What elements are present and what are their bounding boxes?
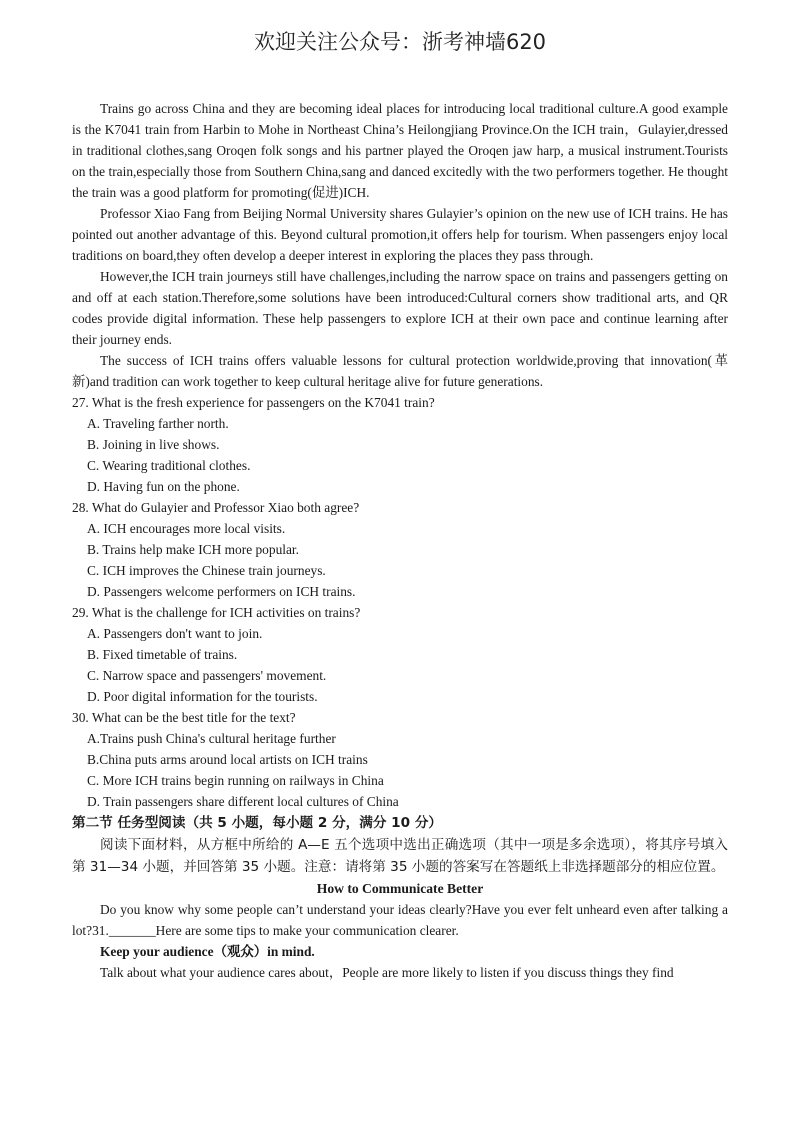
document-body (72, 98, 728, 983)
answer-option: D. Poor digital information for the tourists. (87, 689, 318, 704)
passage-paragraph: Trains go across China and they are becoming ideal places for introducing local traditional culture.A good example is the K7041 train from Harbin to Mohe in Northeast China’s Heilongjiang Province.On the ICH train，Gulayier,dressed in traditional clothes,sang Oroqen folk songs and his partner played the Oroqen jaw harp, a musical instrument.Tourists on the train,especially those from Southern China,sang and danced excitedly with the two performers together. He thought the train was a good platform for promoting(促进)ICH. (72, 101, 728, 200)
question-stem: 30. What can be the best title for the text? (72, 710, 296, 725)
article-body: Talk about what your audience cares about，People are more likely to listen if you discuss things they find (100, 965, 674, 980)
answer-option: A.Trains push China's cultural heritage further (87, 731, 336, 746)
page-header: 欢迎关注公众号：浙考神墙620 (253, 30, 547, 54)
passage-paragraph: The success of ICH trains offers valuable lessons for cultural protection worldwide,proving that innovation(革新)and tradition can work together to keep cultural heritage alive for future generations. (72, 353, 728, 389)
section-heading: 第二节 任务型阅读（共 5 小题，每小题 2 分，满分 10 分） (72, 815, 443, 831)
question-stem: 29. What is the challenge for ICH activities on trains? (72, 605, 361, 620)
answer-option: D. Passengers welcome performers on ICH trains. (87, 584, 356, 599)
section-instructions: 阅读下面材料，从方框中所给的 A—E 五个选项中选出正确选项（其中一项是多余选项），将其序号填入第 31—34 小题，并回答第 35 小题。注意：请将第 35 小题的答案写在答题纸上非选择题部分的相应位置。 (72, 837, 728, 875)
passage-paragraph: However,the ICH train journeys still have challenges,including the narrow space on trains and passengers getting on and off at each station.Therefore,some solutions have been introduced:Cultural corners show traditional arts, and QR codes provide digital information. These help passengers to explore ICH at their own pace and continue learning after their journey ends. (72, 269, 728, 347)
answer-option: B.China puts arms around local artists on ICH trains (87, 752, 368, 767)
answer-option: C. Wearing traditional clothes. (87, 458, 251, 473)
answer-option: B. Trains help make ICH more popular. (87, 542, 299, 557)
answer-option: A. Passengers don't want to join. (87, 626, 263, 641)
answer-option: B. Fixed timetable of trains. (87, 647, 238, 662)
answer-option: A. Traveling farther north. (87, 416, 229, 431)
answer-option: C. Narrow space and passengers' movement. (87, 668, 327, 683)
answer-option: D. Having fun on the phone. (87, 479, 240, 494)
answer-option: C. ICH improves the Chinese train journeys. (87, 563, 326, 578)
article-subheading: Keep your audience（观众）in mind. (100, 944, 315, 959)
answer-option: B. Joining in live shows. (87, 437, 220, 452)
article-intro: Do you know why some people can’t understand your ideas clearly?Have you ever felt unheard even after talking a lot?31._______Here are some tips to make your communication clearer. (72, 902, 728, 938)
answer-option: A. ICH encourages more local visits. (87, 521, 286, 536)
answer-option: D. Train passengers share different local cultures of China (87, 794, 399, 809)
question-stem: 27. What is the fresh experience for passengers on the K7041 train? (72, 395, 435, 410)
article-title: How to Communicate Better (316, 881, 484, 896)
passage-paragraph: Professor Xiao Fang from Beijing Normal University shares Gulayier’s opinion on the new use of ICH trains. He has pointed out another advantage of this. Beyond cultural promotion,it offers help for tourism. When passengers enjoy local traditions on board,they often develop a deeper interest in exploring the places they pass through. (72, 206, 728, 263)
question-stem: 28. What do Gulayier and Professor Xiao both agree? (72, 500, 360, 515)
answer-option: C. More ICH trains begin running on railways in China (87, 773, 384, 788)
